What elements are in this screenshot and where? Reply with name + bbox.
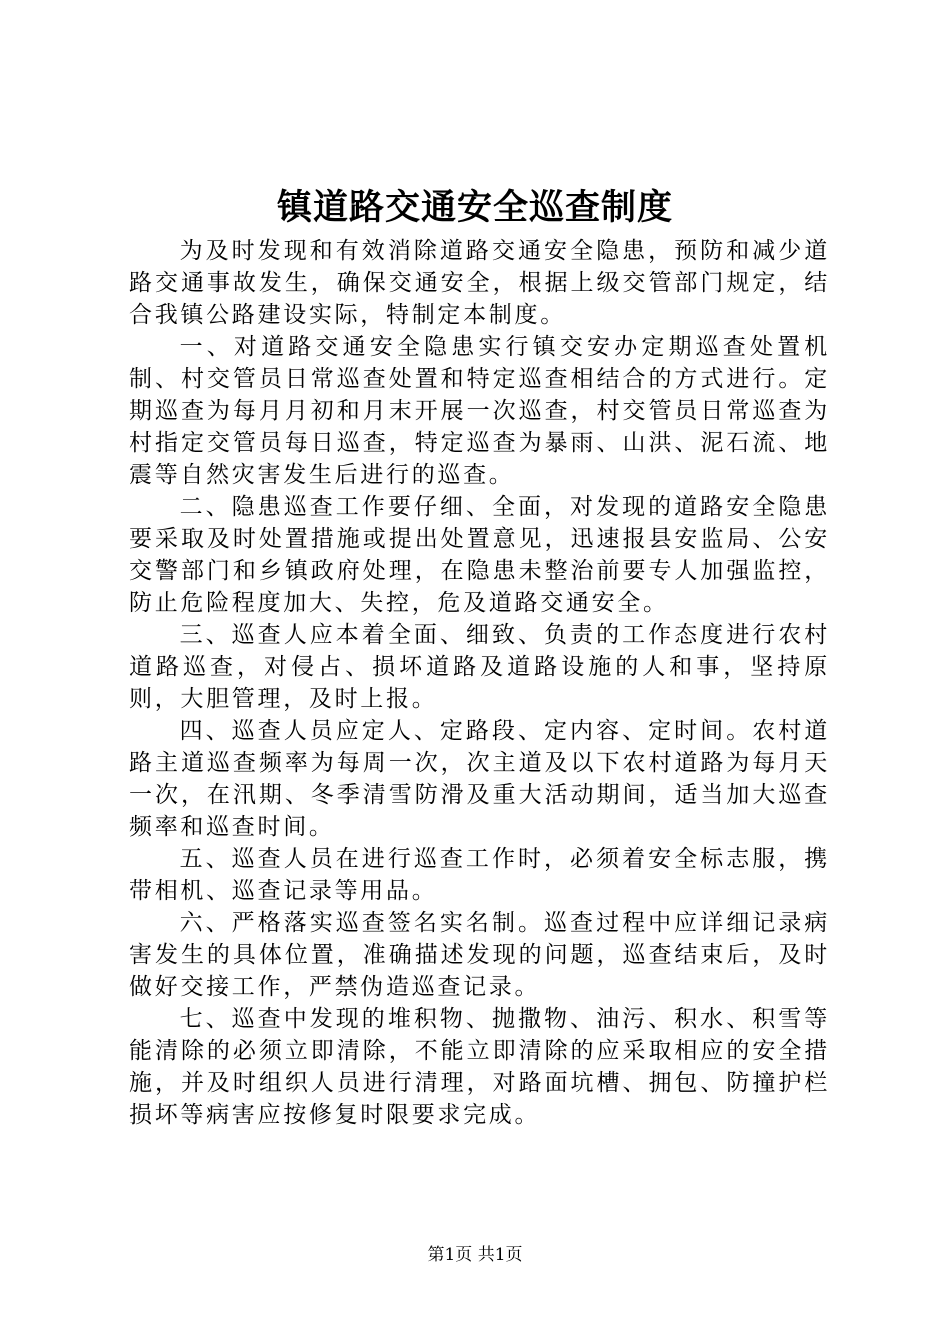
document-body [129, 235, 830, 1131]
paragraph-clause-5: 五、巡查人员在进行巡查工作时，必须着安全标志服，携带相机、巡查记录等用品。 [129, 846, 830, 904]
paragraph-clause-3: 三、巡查人应本着全面、细致、负责的工作态度进行农村道路巡查，对侵占、损坏道路及道路设施的人和事，坚持原则，大胆管理，及时上报。 [129, 622, 830, 712]
paragraph-intro: 为及时发现和有效消除道路交通安全隐患，预防和减少道路交通事故发生，确保交通安全，根据上级交管部门规定，结合我镇公路建设实际，特制定本制度。 [129, 238, 830, 328]
paragraph-clause-6: 六、严格落实巡查签名实名制。巡查过程中应详细记录病害发生的具体位置，准确描述发现的问题，巡查结束后，及时做好交接工作，严禁伪造巡查记录。 [129, 910, 830, 1000]
page-number-footer: 第1页 共1页 [427, 1245, 523, 1265]
paragraph-clause-7: 七、巡查中发现的堆积物、抛撒物、油污、积水、积雪等能清除的必须立即清除，不能立即清除的应采取相应的安全措施，并及时组织人员进行清理，对路面坑槽、拥包、防撞护栏损坏等病害应按修复时限要求完成。 [129, 1006, 830, 1128]
document-title: 镇道路交通安全巡查制度 [276, 187, 673, 228]
paragraph-clause-2: 二、隐患巡查工作要仔细、全面，对发现的道路安全隐患要采取及时处置措施或提出处置意见，迅速报县安监局、公安交警部门和乡镇政府处理，在隐患未整治前要专人加强监控，防止危险程度加大、失控，危及道路交通安全。 [129, 494, 830, 616]
paragraph-clause-4: 四、巡查人员应定人、定路段、定内容、定时间。农村道路主道巡查频率为每周一次，次主道及以下农村道路为每月天一次，在汛期、冬季清雪防滑及重大活动期间，适当加大巡查频率和巡查时间。 [129, 718, 830, 840]
paragraph-clause-1: 一、对道路交通安全隐患实行镇交安办定期巡查处置机制、村交管员日常巡查处置和特定巡查相结合的方式进行。定期巡查为每月月初和月末开展一次巡查，村交管员日常巡查为村指定交管员每日巡查，特定巡查为暴雨、山洪、泥石流、地震等自然灾害发生后进行的巡查。 [129, 334, 830, 488]
